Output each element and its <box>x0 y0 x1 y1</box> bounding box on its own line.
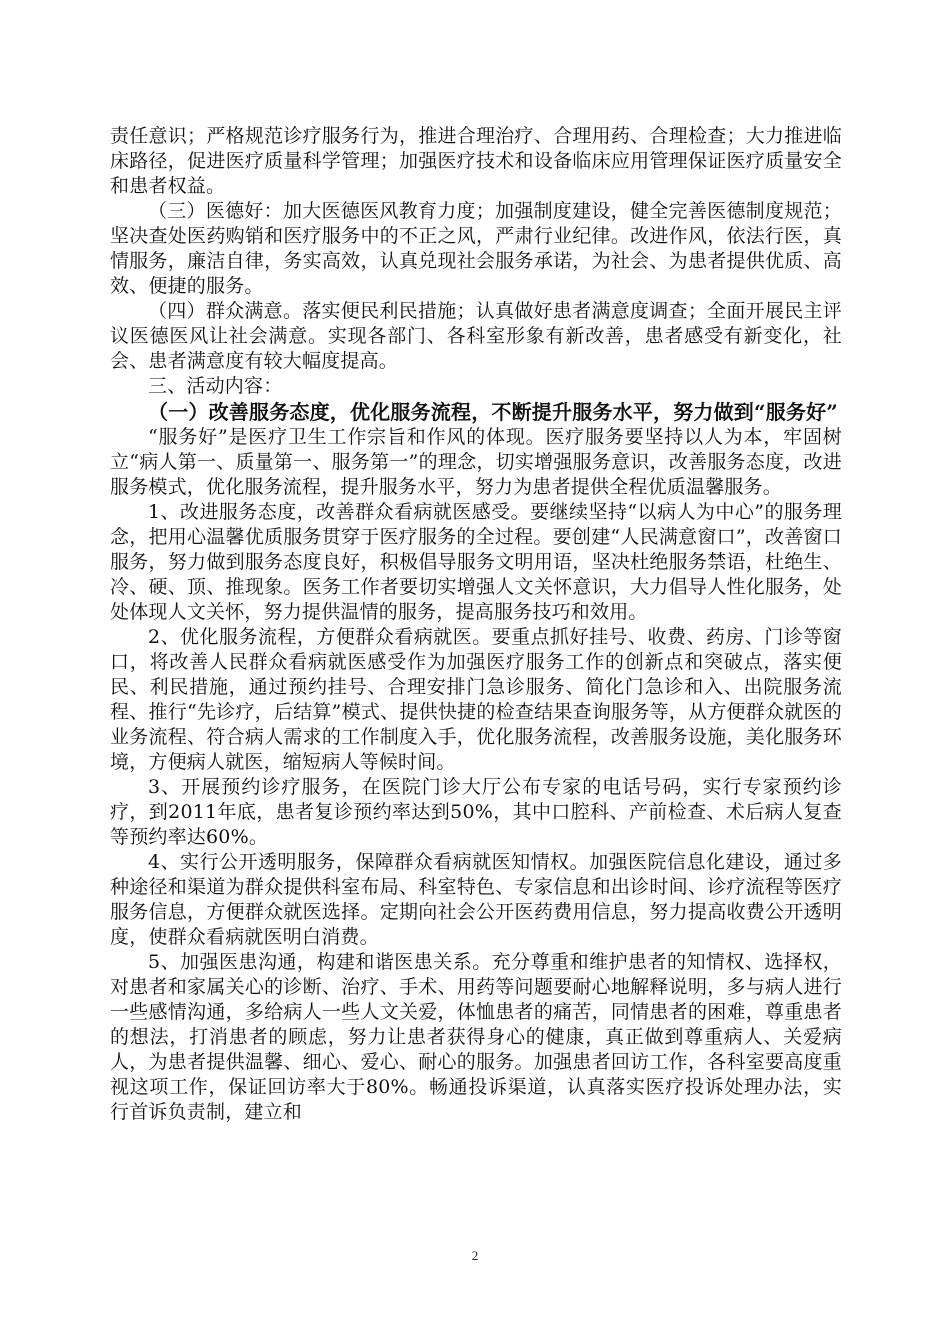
section-heading-activities: 三、活动内容： <box>148 375 283 397</box>
document-page-body <box>110 124 842 1234</box>
subsection-heading-service: （一）改善服务态度，优化服务流程，不断提升服务水平，努力做到“服务好” <box>148 400 839 424</box>
paragraph-3-medical-ethics: （三）医德好：加大医德医风教育力度；加强制度建设，健全完善医德制度规范；坚决查处医药购销和医疗服务中的不正之风，严肃行业纪律。改进作风，依法行医，真情服务，廉洁自律，务实高效，认真兑现社会服务承诺，为社会、为患者提供优质、高效、便捷的服务。 <box>110 200 842 297</box>
paragraph-item-2: 2、优化服务流程，方便群众看病就医。要重点抓好挂号、收费、药房、门诊等窗口，将改善人民群众看病就医感受作为加强医疗服务工作的创新点和突破点，落实便民、利民措施，通过预约挂号、合理安排门急诊服务、简化门急诊和入、出院服务流程、推行“先诊疗，后结算”模式、提供快捷的检查结果查询服务等，从方便群众就医的业务流程、符合病人需求的工作制度入手，优化服务流程，改善服务设施，美化服务环境，方便病人就医，缩短病人等候时间。 <box>110 626 842 773</box>
paragraph-item-3: 3、开展预约诊疗服务，在医院门诊大厅公布专家的电话号码，实行专家预约诊疗，到2011年底，患者复诊预约率达到50%，其中口腔科、产前检查、术后病人复查等预约率达60%。 <box>110 776 842 848</box>
paragraph-1: 责任意识；严格规范诊疗服务行为，推进合理治疗、合理用药、合理检查；大力推进临床路径，促进医疗质量科学管理；加强医疗技术和设备临床应用管理保证医疗质量安全和患者权益。 <box>110 125 842 197</box>
page-number: 2 <box>471 1248 479 1263</box>
paragraph-service-good: “服务好”是医疗卫生工作宗旨和作风的体现。医疗服务要坚持以人为本，牢固树立“病人第一、质量第一、服务第一”的理念，切实增强服务意识，改善服务态度，改进服务模式，优化服务流程，提升服务水平，努力为患者提供全程优质温馨服务。 <box>110 426 842 498</box>
paragraph-item-5: 5、加强医患沟通，构建和谐医患关系。充分尊重和维护患者的知情权、选择权，对患者和家属关心的诊断、治疗、手术、用药等问题要耐心地解释说明，多与病人进行一些感情沟通，多给病人一些人文关爱，体恤患者的痛苦，同情患者的困难，尊重患者的想法，打消患者的顾虑，努力让患者获得身心的健康，真正做到尊重病人、关爱病人，为患者提供温馨、细心、爱心、耐心的服务。加强患者回访工作，各科室要高度重视这项工作，保证回访率大于80%。畅通投诉渠道，认真落实医疗投诉处理办法，实行首诉负责制，建立和 <box>110 951 842 1123</box>
paragraph-4-satisfaction: （四）群众满意。落实便民利民措施；认真做好患者满意度调查；全面开展民主评议医德医风让社会满意。实现各部门、各科室形象有新改善，患者感受有新变化，社会、患者满意度有较大幅度提高。 <box>110 300 842 372</box>
paragraph-item-1: 1、改进服务态度，改善群众看病就医感受。要继续坚持“以病人为中心”的服务理念，把用心温馨优质服务贯穿于医疗服务的全过程。要创建“人民满意窗口”，改善窗口服务，努力做到服务态度良好，积极倡导服务文明用语，坚决杜绝服务禁语，杜绝生、冷、硬、顶、推现象。医务工作者要切实增强人文关怀意识，大力倡导人性化服务，处处体现人文关怀，努力提供温情的服务，提高服务技巧和效用。 <box>110 501 842 623</box>
paragraph-item-4: 4、实行公开透明服务，保障群众看病就医知情权。加强医院信息化建设，通过多种途径和渠道为群众提供科室布局、科室特色、专家信息和出诊时间、诊疗流程等医疗服务信息，方便群众就医选择。定期向社会公开医药费用信息，努力提高收费公开透明度，使群众看病就医明白消费。 <box>110 851 842 948</box>
